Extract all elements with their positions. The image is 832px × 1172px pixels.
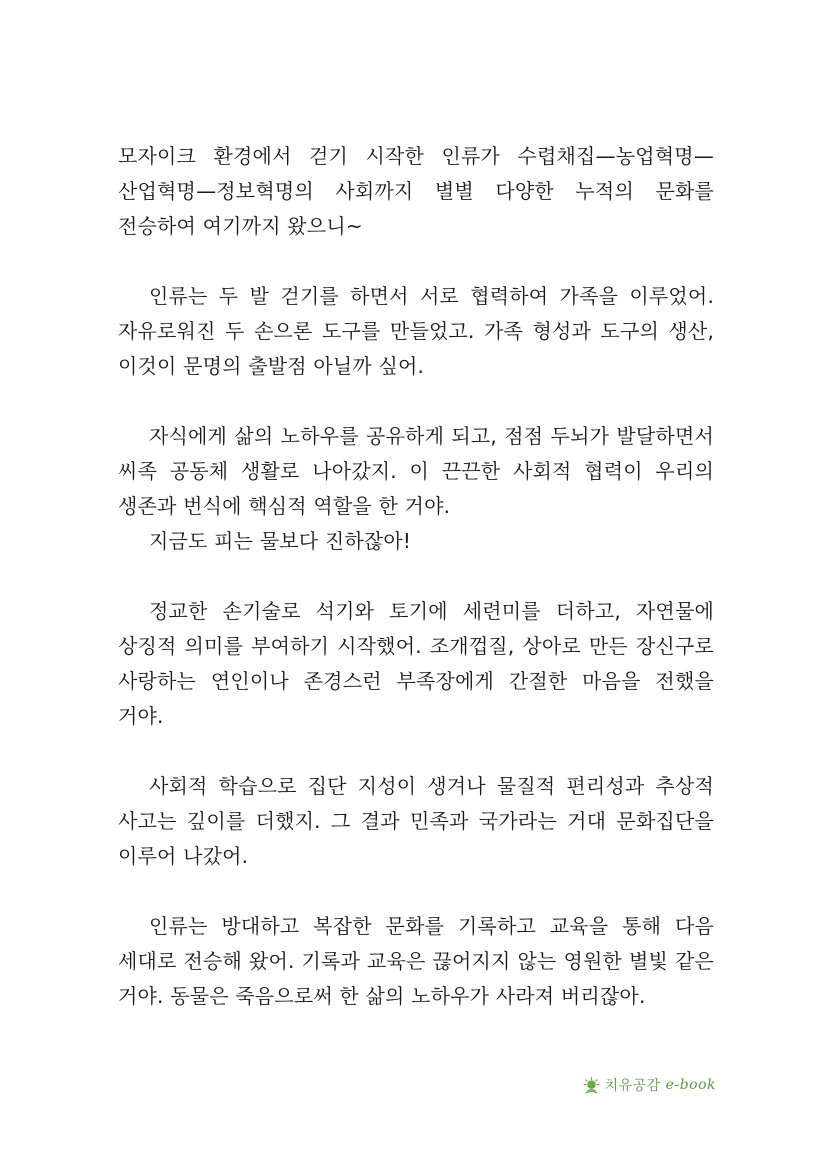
paragraph-blood-thicker: 지금도 피는 물보다 진하잖아!	[149, 529, 412, 553]
paragraph-collective-intelligence: 사회적 학습으로 집단 지성이 생겨나 물질적 편리성과 추상적 사고는 깊이를 더했지. 그 결과 민족과 국가라는 거대 문화집단을 이루어 나갔어.	[118, 774, 714, 868]
paragraph-craft-symbol: 정교한 손기술로 석기와 토기에 세련미를 더하고, 자연물에 상징적 의미를 부여하기 시작했어. 조개껍질, 상아로 만든 장신구로 사랑하는 연인이나 존경스런 부족장에게 간절한 마음을 전했을 거야.	[118, 599, 714, 728]
footer-brand	[583, 1075, 716, 1095]
footer-ebook-label: e-book	[665, 1077, 716, 1093]
paragraph-clan-community: 자식에게 삶의 노하우를 공유하게 되고, 점점 두뇌가 발달하면서 씨족 공동체 생활로 나아갔지. 이 끈끈한 사회적 협력이 우리의 생존과 번식에 핵심적 역할을 한 거야.	[118, 424, 714, 518]
paragraph-record-education: 인류는 방대하고 복잡한 문화를 기록하고 교육을 통해 다음 세대로 전승해 왔어. 기록과 교육은 끊어지지 않는 영원한 별빛 같은 거야. 동물은 죽음으로써 한 삶의 노하우가 사라져 버리잖아.	[118, 914, 714, 1008]
paragraph-family-tools: 인류는 두 발 걷기를 하면서 서로 협력하여 가족을 이루었어. 자유로워진 두 손으론 도구를 만들었고. 가족 형성과 도구의 생산, 이것이 문명의 출발점 아닐까 싶어.	[118, 284, 714, 378]
paragraph-intro: 모자이크 환경에서 걷기 시작한 인류가 수렵채집—농업혁명—산업혁명—정보혁명의 사회까지 별별 다양한 누적의 문화를 전승하여 여기까지 왔으니~	[118, 144, 714, 238]
body-text	[118, 139, 714, 1049]
sun-tree-logo-icon	[583, 1077, 600, 1094]
footer-brand-name: 치유공감	[604, 1078, 661, 1094]
